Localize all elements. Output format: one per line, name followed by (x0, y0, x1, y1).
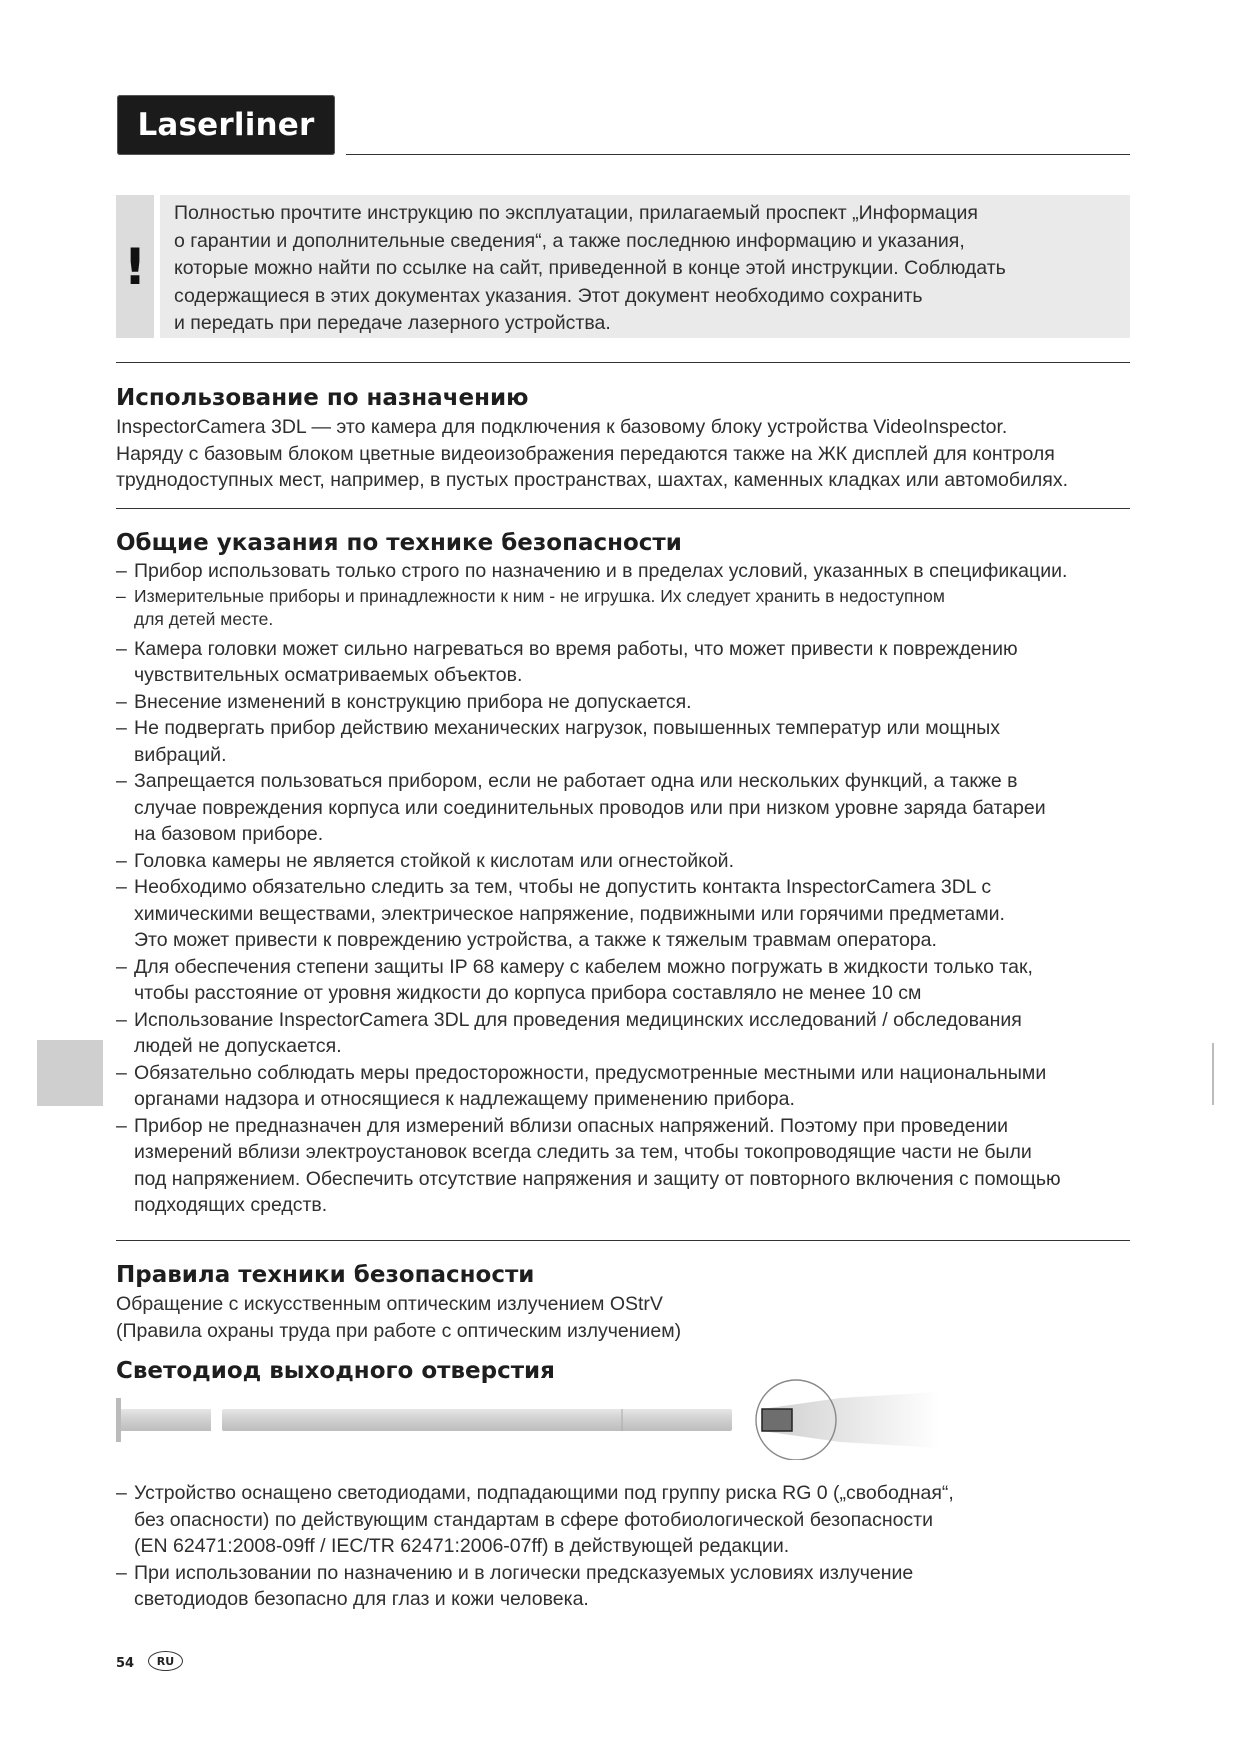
notice-line: о гарантии и дополнительные сведения“, а также последнюю информацию и указания, (174, 229, 965, 252)
section-title-intended-use: Использование по назначению (116, 385, 529, 411)
list-item: – Запрещается пользоваться прибором, если не работает одна или нескольких функций, а также в случае повреждения корпуса или соединительных проводов или при низком уровне заряда батареи на базовом приборе. (116, 770, 1046, 845)
list-item: – Камера головки может сильно нагреваться во время работы, что может привести к повреждению чувствительных осматриваемых объектов. (116, 637, 1018, 686)
paragraph-line: Наряду с базовым блоком цветные видеоизображения передаются также на ЖК дисплей для контроля (116, 442, 1055, 465)
section-divider (116, 508, 1130, 509)
notice-text (160, 195, 1130, 338)
list-item: – Использование InspectorCamera 3DL для проведения медицинских исследований / обследования людей не допускается. (116, 1008, 1022, 1057)
section-title-safety-rules: Правила техники безопасности (116, 1262, 535, 1288)
intended-use-text (116, 414, 1136, 494)
list-item: – Не подвергать прибор действию механических нагрузок, повышенных температур или мощных вибраций. (116, 717, 1001, 766)
probe-shaft (222, 1409, 732, 1431)
led-list (116, 1480, 1146, 1613)
list-item: – Обязательно соблюдать меры предосторожности, предусмотренные местными или национальными органами надзора и относящиеся к надлежащему применению прибора. (116, 1061, 1047, 1110)
list-item: – При использовании по назначению и в логически предсказуемых условиях излучение светодиодов безопасно для глаз и кожи человека. (116, 1561, 914, 1610)
language-badge: RU (148, 1651, 183, 1671)
general-safety-list (116, 558, 1146, 1219)
camera-probe-illustration (110, 1378, 950, 1460)
paragraph-line: InspectorCamera 3DL — это камера для подключения к базовому блоку устройства VideoInspector. (116, 416, 1008, 438)
paragraph-line: (Правила охраны труда при работе с оптическим излучением) (116, 1319, 682, 1342)
probe-end-cap (116, 1398, 121, 1442)
page-number: 54 (116, 1656, 135, 1671)
list-item: – Прибор использовать только строго по назначению и в пределах условий, указанных в спецификации. (116, 560, 1068, 582)
brand-logo: Laserliner (117, 95, 335, 155)
camera-head (762, 1409, 792, 1431)
paragraph-line: Обращение с искусственным оптическим излучением OStrV (116, 1293, 663, 1315)
list-item: – Внесение изменений в конструкцию прибора не допускается. (116, 690, 692, 713)
list-item: – Для обеспечения степени защиты IP 68 камеру с кабелем можно погружать в жидкости только так, чтобы расстояние от уровня жидкости до корпуса прибора составляло не менее 10 см (116, 955, 1033, 1004)
header-divider (346, 154, 1130, 155)
page-edge-mark (1212, 1043, 1214, 1105)
notice-line: Полностью прочтите инструкцию по эксплуатации, прилагаемый проспект „Информация (174, 202, 978, 224)
section-title-led: Светодиод выходного отверстия (116, 1358, 555, 1384)
safety-rules-text (116, 1291, 1136, 1344)
warning-notice (116, 195, 1130, 338)
list-item: – Необходимо обязательно следить за тем, чтобы не допустить контакта InspectorCamera 3DL с химическими веществами, электрическое напряжение, подвижными или горячими предметами. Это может привести к повреждению устройства, а также к тяжелым травмам оператора. (116, 876, 1005, 951)
list-item: – Головка камеры не является стойкой к кислотам или огнестойкой. (116, 849, 734, 872)
exclamation-icon: ! (116, 195, 154, 338)
section-title-general-safety: Общие указания по технике безопасности (116, 530, 682, 556)
list-item: – Прибор не предназначен для измерений вблизи опасных напряжений. Поэтому при проведении измерений вблизи электроустановок всегда следить за тем, чтобы токопроводящие части не были под напряжением. Обеспечить отсутствие напряжения и защиту от повторного включения с помощью подходящих средств. (116, 1114, 1061, 1216)
chapter-tab-marker (37, 1040, 103, 1106)
section-divider (116, 1240, 1130, 1241)
list-item: – Устройство оснащено светодиодами, подпадающими под группу риска RG 0 („свободная“, без опасности) по действующим стандартам в сфере фотобиологической безопасности (EN 62471:2008-09ff / IEC/TR 62471:2006-07ff) в действующей редакции. (116, 1482, 954, 1557)
notice-line: и передать при передаче лазерного устройства. (174, 312, 611, 334)
probe-cable-segment (121, 1409, 211, 1431)
notice-line: содержащиеся в этих документах указания. Этот документ необходимо сохранить (174, 284, 923, 307)
list-item: – Измерительные приборы и принадлежности к ним - не игрушка. Их следует хранить в недоступном для детей месте. (116, 585, 945, 629)
section-divider (116, 362, 1130, 363)
notice-line: которые можно найти по ссылке на сайт, приведенной в конце этой инструкции. Соблюдать (174, 257, 1006, 279)
paragraph-line: труднодоступных мест, например, в пустых пространствах, шахтах, каменных кладках или автомобилях. (116, 469, 1069, 491)
